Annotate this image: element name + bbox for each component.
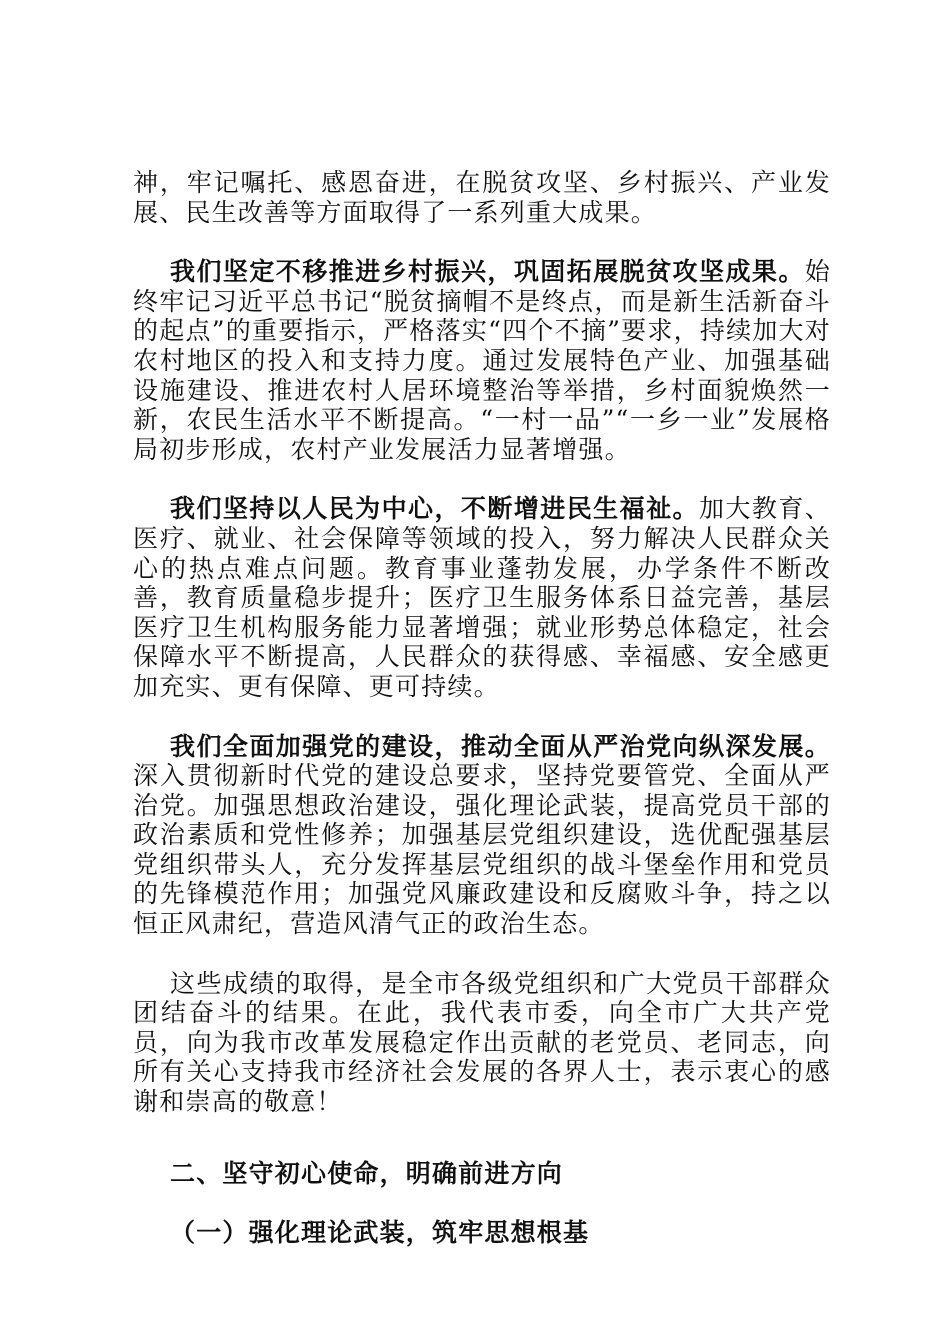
paragraph-lead: 我们坚持以人民为中心，不断增进民生福祉。 (170, 494, 699, 524)
paragraph-rural-revitalization (133, 257, 831, 464)
paragraph-text: 加大教育、医疗、就业、社会保障等领域的投入，努力解决人民群众关心的热点难点问题。教育事业蓬勃发展，办学条件不断改善，教育质量稳步提升；医疗卫生服务体系日益完善，基层医疗卫生机构服务能力显著增强；就业形势总体稳定，社会保障水平不断提高，人民群众的获得感、幸福感、安全感更加充实、更有保障、更可持续。 (133, 494, 831, 701)
paragraph-lead: 我们坚定不移推进乡村振兴，巩固拓展脱贫攻坚成果。 (170, 257, 805, 287)
paragraph-text: 始终牢记习近平总书记“脱贫摘帽不是终点，而是新生活新奋斗的起点”的重要指示，严格落实“四个不摘”要求，持续加大对农村地区的投入和支持力度。通过发展特色产业、加强基础设施建设、推进农村人居环境整治等举措，乡村面貌焕然一新，农民生活水平不断提高。“一村一品”“一乡一业”发展格局初步形成，农村产业发展活力显著增强。 (133, 257, 831, 464)
document-page (133, 168, 831, 1248)
paragraph-gratitude (133, 969, 831, 1117)
section-heading: 二、坚守初心使命，明确前进方向 (170, 1158, 564, 1188)
subsection-heading: （一）强化理论武装，筑牢思想根基 (170, 1218, 590, 1248)
paragraph-party-building (133, 732, 831, 939)
paragraph-lead: 我们全面加强党的建设，推动全面从严治党向纵深发展。 (170, 731, 831, 761)
paragraph-continuation (133, 168, 831, 227)
paragraph-people-wellbeing (133, 494, 831, 701)
paragraph-text: 这些成绩的取得，是全市各级党组织和广大党员干部群众团结奋斗的结果。在此，我代表市委，向全市广大共产党员，向为我市改革发展稳定作出贡献的老党员、老同志，向所有关心支持我市经济社会发展的各界人士，表示衷心的感谢和崇高的敬意！ (133, 968, 831, 1117)
paragraph-text: 神，牢记嘱托、感恩奋进，在脱贫攻坚、乡村振兴、产业发展、民生改善等方面取得了一系列重大成果。 (133, 168, 831, 227)
paragraph-text: 深入贯彻新时代党的建设总要求，坚持党要管党、全面从严治党。加强思想政治建设，强化理论武装，提高党员干部的政治素质和党性修养；加强基层党组织建设，选优配强基层党组织带头人，充分发挥基层党组织的战斗堡垒作用和党员的先锋模范作用；加强党风廉政建设和反腐败斗争，持之以恒正风肃纪，营造风清气正的政治生态。 (133, 761, 831, 939)
